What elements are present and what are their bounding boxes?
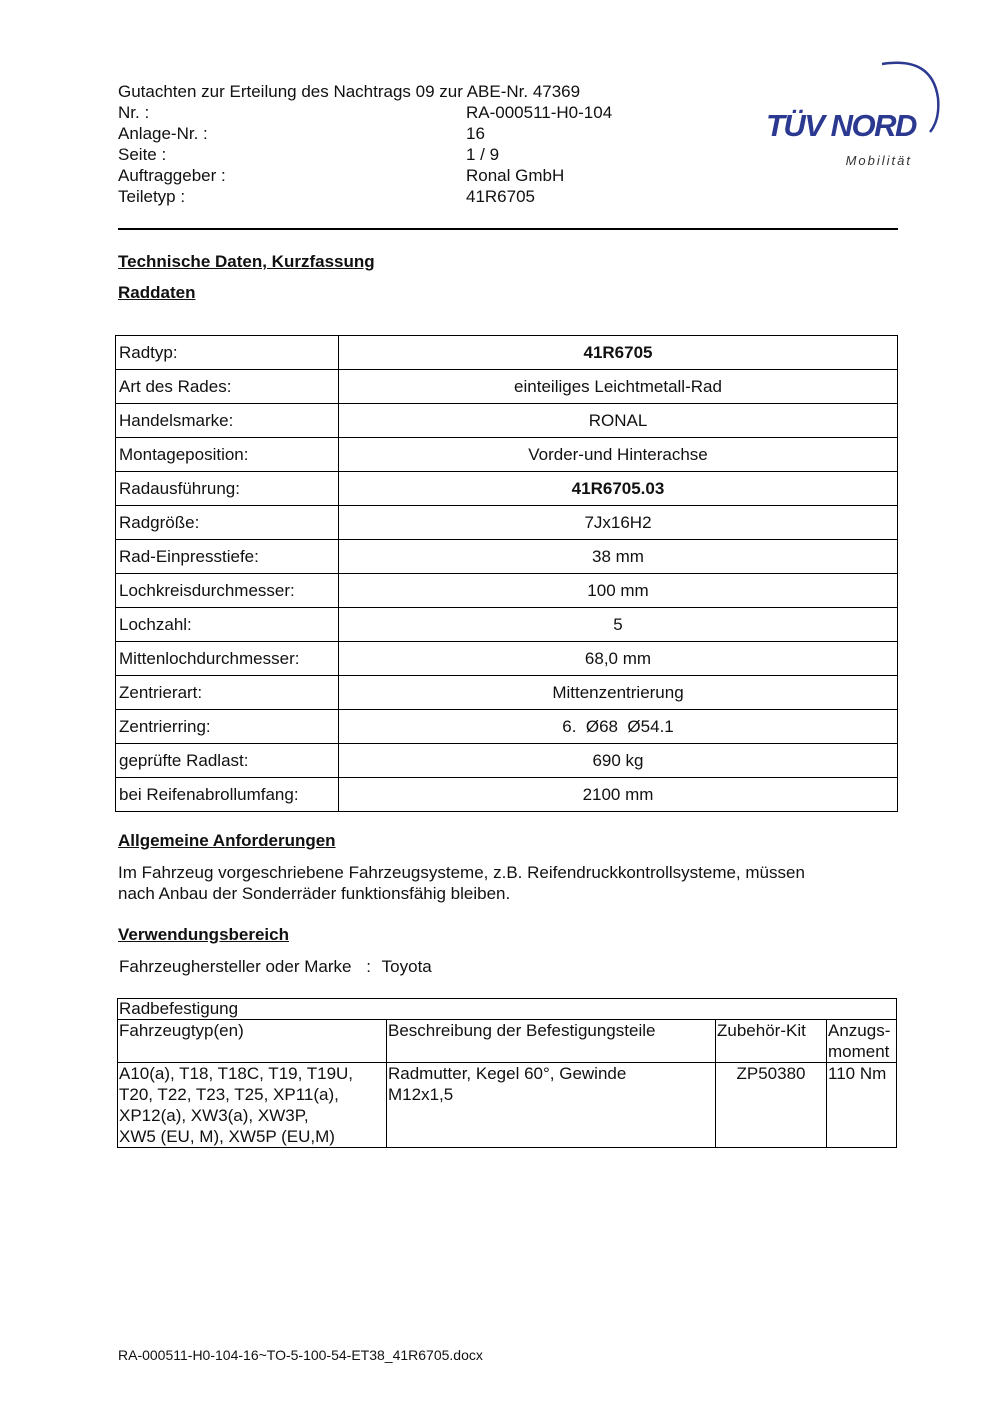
table-row (116, 642, 898, 676)
manufacturer-separator: : (366, 957, 371, 976)
row-label: Zentrierart: (116, 676, 339, 710)
footer-filename: RA-000511-H0-104-16~TO-5-100-54-ET38_41R6705.docx (118, 1347, 483, 1363)
row-label: geprüfte Radlast: (116, 744, 339, 778)
header-label: Anlage-Nr. : (118, 124, 208, 143)
cell-line: XW5 (EU, M), XW5P (EU,M) (119, 1127, 335, 1146)
row-value: 100 mm (339, 574, 898, 608)
row-value: 7Jx16H2 (339, 506, 898, 540)
row-value: 2100 mm (339, 778, 898, 812)
allgemein-paragraph (118, 862, 898, 904)
row-label: bei Reifenabrollumfang: (116, 778, 339, 812)
header-field-anlage (118, 123, 485, 144)
table-row (116, 438, 898, 472)
row-label: Radtyp: (116, 336, 339, 370)
header-field-seite (118, 144, 500, 165)
table-row (116, 744, 898, 778)
row-label: Zentrierring: (116, 710, 339, 744)
header-value: RA-000511-H0-104 (466, 103, 613, 122)
header-field-teiletyp (118, 186, 536, 207)
table-row (116, 506, 898, 540)
row-label: Art des Rades: (116, 370, 339, 404)
table-row (116, 336, 898, 370)
header-label: Nr. : (118, 103, 150, 122)
row-label: Handelsmarke: (116, 404, 339, 438)
accessory-kit-cell: ZP50380 (716, 1063, 827, 1148)
row-value: 68,0 mm (339, 642, 898, 676)
paragraph-line: nach Anbau der Sonderräder funktionsfähig bleiben. (118, 884, 511, 903)
cell-line: XP12(a), XW3(a), XW3P, (119, 1106, 309, 1125)
cell-line: Radmutter, Kegel 60°, Gewinde (388, 1064, 627, 1083)
row-value: 41R6705.03 (339, 472, 898, 506)
row-label: Rad-Einpresstiefe: (116, 540, 339, 574)
table-row (116, 370, 898, 404)
header-label: Auftraggeber : (118, 166, 226, 185)
paragraph-line: Im Fahrzeug vorgeschriebene Fahrzeugsysteme, z.B. Reifendruckkontrollsysteme, müssen (118, 863, 805, 882)
header-field-auftraggeber (118, 165, 565, 186)
header-field-nr (118, 102, 613, 123)
row-label: Lochkreisdurchmesser: (116, 574, 339, 608)
logo-tagline: Mobilität (845, 153, 912, 168)
header-value: Ronal GmbH (466, 166, 565, 185)
row-value: einteiliges Leichtmetall-Rad (339, 370, 898, 404)
row-label: Lochzahl: (116, 608, 339, 642)
vehicle-types-cell (118, 1063, 387, 1148)
row-value: 690 kg (339, 744, 898, 778)
table-title: Radbefestigung (118, 999, 897, 1020)
logo-brand-text: TÜV NORD (766, 108, 916, 143)
row-label: Radgröße: (116, 506, 339, 540)
cell-line: T20, T22, T23, T25, XP11(a), (119, 1085, 339, 1104)
header-label: Teiletyp : (118, 187, 186, 206)
header-line: Anzugs- (828, 1021, 891, 1040)
row-value: Mittenzentrierung (339, 676, 898, 710)
manufacturer-label: Fahrzeughersteller oder Marke (119, 957, 352, 976)
row-value: 5 (339, 608, 898, 642)
section-heading-raddaten: Raddaten (118, 283, 196, 302)
fastener-description-cell (387, 1063, 716, 1148)
table-row (116, 676, 898, 710)
mounting-table (117, 998, 897, 1148)
table-row (116, 710, 898, 744)
document-title: Gutachten zur Erteilung des Nachtrags 09 zur ABE-Nr. 47369 (118, 82, 581, 101)
manufacturer-value: Toyota (381, 957, 432, 976)
column-header: Fahrzeugtyp(en) (118, 1020, 387, 1063)
column-header: Zubehör-Kit (716, 1020, 827, 1063)
row-value: RONAL (339, 404, 898, 438)
cell-line: A10(a), T18, T18C, T19, T19U, (119, 1064, 354, 1083)
torque-cell: 110 Nm (827, 1063, 897, 1148)
wheel-data-table (115, 335, 898, 812)
row-value: Vorder-und Hinterachse (339, 438, 898, 472)
section-heading-verwendungsbereich: Verwendungsbereich (118, 925, 289, 944)
header-value: 16 (466, 124, 485, 143)
header-value: 1 / 9 (466, 145, 500, 164)
table-row (116, 778, 898, 812)
column-header: Beschreibung der Befestigungsteile (387, 1020, 716, 1063)
header-label: Seite : (118, 145, 167, 164)
table-row (118, 1063, 897, 1148)
header-divider (118, 228, 898, 230)
tuv-nord-logo (762, 58, 942, 170)
table-row (116, 540, 898, 574)
row-value: 41R6705 (339, 336, 898, 370)
section-heading-allgemeine-anforderungen: Allgemeine Anforderungen (118, 831, 336, 850)
row-label: Mittenlochdurchmesser: (116, 642, 339, 676)
table-header-row (118, 1020, 897, 1063)
manufacturer-line (119, 957, 432, 977)
section-heading-technische-daten: Technische Daten, Kurzfassung (118, 252, 375, 271)
header-line: moment (828, 1042, 890, 1061)
table-row (116, 574, 898, 608)
table-row (116, 608, 898, 642)
header-value: 41R6705 (466, 187, 536, 206)
row-label: Radausführung: (116, 472, 339, 506)
table-title-row (118, 999, 897, 1020)
cell-line: M12x1,5 (388, 1085, 454, 1104)
row-value: 6. Ø68 Ø54.1 (339, 710, 898, 744)
row-label: Montageposition: (116, 438, 339, 472)
table-row (116, 404, 898, 438)
table-row (116, 472, 898, 506)
row-value: 38 mm (339, 540, 898, 574)
column-header-torque (827, 1020, 897, 1063)
